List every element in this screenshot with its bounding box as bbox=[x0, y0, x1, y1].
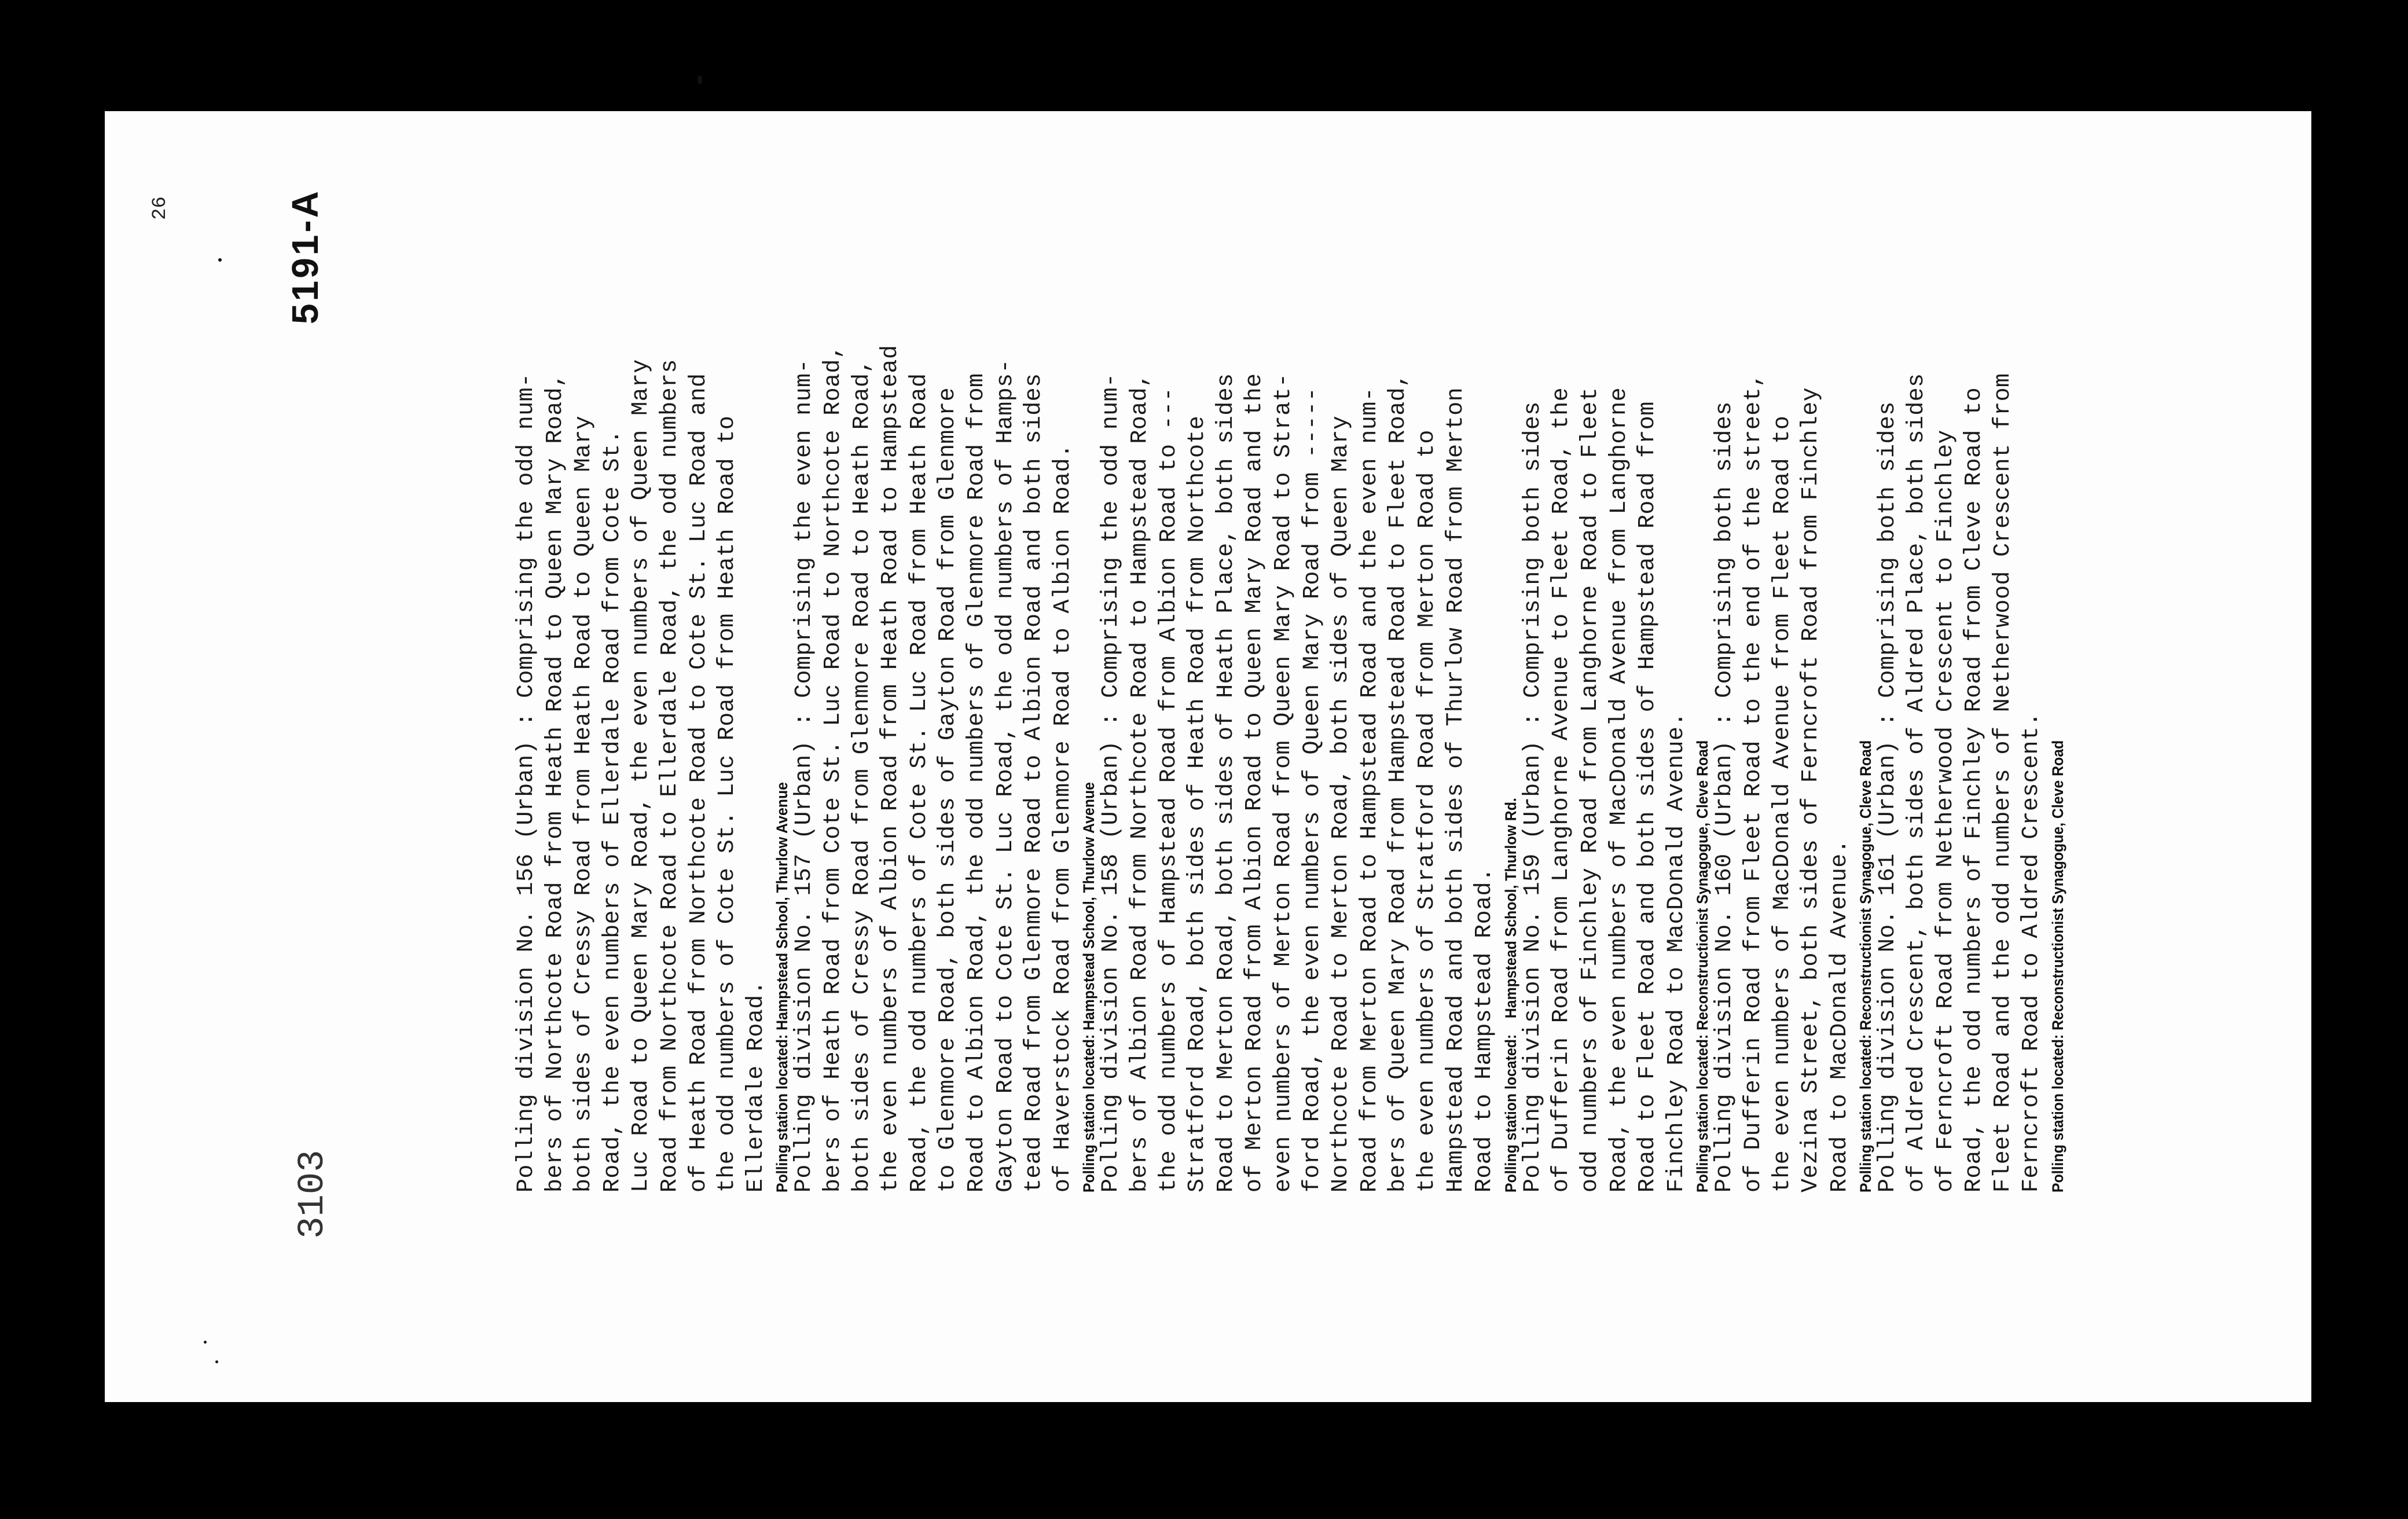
text-line: Fleet Road and the odd numbers of Netherwood Crescent from bbox=[1989, 373, 2016, 1193]
text-line: Ferncroft Road to Aldred Crescent. bbox=[2018, 712, 2045, 1193]
text-line: Road to Fleet Road and both sides of Hampstead Road from bbox=[1635, 401, 1661, 1193]
text-line: Road to Merton Road, both sides of Heath Place, both sides bbox=[1213, 373, 1239, 1193]
text-line: Polling division No. 160 (Urban) : Comprising both sides bbox=[1712, 401, 1738, 1193]
polling-station-line: Polling station located: Reconstructionist Synagogue, Cleve Road bbox=[2049, 740, 2066, 1193]
dust-speck bbox=[218, 258, 222, 262]
text-line: of Dufferin Road from Fleet Road to the end of the street, bbox=[1741, 373, 1767, 1193]
text-line: of Ferncroft Road from Netherwood Crescent to Finchley bbox=[1932, 430, 1959, 1193]
text-line: bers of Northcote Road from Heath Road to Queen Mary Road, bbox=[542, 373, 568, 1193]
text-line: tead Road from Glenmore Road to Albion Road and both sides bbox=[1021, 373, 1048, 1193]
text-line: bers of Albion Road from Northcote Road to Hampstead Road, bbox=[1127, 373, 1153, 1193]
polling-divisions-text bbox=[512, 208, 2066, 1193]
text-line: Road to MacDonald Avenue. bbox=[1826, 839, 1853, 1193]
text-line: Luc Road to Queen Mary Road, the even numbers of Queen Mary bbox=[628, 359, 655, 1193]
text-line: Hampstead Road and both sides of Thurlow Road from Merton bbox=[1442, 387, 1469, 1193]
text-line: ford Road, the even numbers of Queen Mary Road from ----- bbox=[1299, 387, 1326, 1193]
text-line: the odd numbers of Hampstead Road from Albion Road to --- bbox=[1155, 387, 1182, 1193]
text-line: Ellerdale Road. bbox=[743, 980, 769, 1193]
text-line: even numbers of Merton Road from Queen Mary Road to Strat- bbox=[1271, 373, 1297, 1193]
dust-speck bbox=[215, 1360, 218, 1363]
text-line: bers of Queen Mary Road from Hampstead Road to Fleet Road, bbox=[1385, 373, 1412, 1193]
text-line: Polling division No. 157 (Urban) : Comprising the even num- bbox=[791, 359, 818, 1193]
text-line: Road, the odd numbers of Cote St. Luc Road from Heath Road bbox=[906, 373, 933, 1193]
text-line: Road to Albion Road, the odd numbers of Glenmore Road from bbox=[964, 373, 990, 1193]
text-line: of Merton Road from Albion Road to Queen Mary Road and the bbox=[1242, 373, 1268, 1193]
text-line: both sides of Cressy Road from Heath Road to Queen Mary bbox=[571, 415, 597, 1193]
text-line: of Aldred Crescent, both sides of Aldred Place, both sides bbox=[1904, 373, 1930, 1193]
text-line: the even numbers of Stratford Road from Merton Road to bbox=[1414, 430, 1440, 1193]
text-line: Gayton Road to Cote St. Luc Road, the odd numbers of Hamps- bbox=[992, 359, 1019, 1193]
polling-station-line: Polling station located: Hampstead School, Thurlow Avenue bbox=[1080, 782, 1098, 1193]
text-line: Polling division No. 158 (Urban) : Comprising the odd num- bbox=[1098, 373, 1125, 1193]
dust-speck bbox=[698, 75, 702, 85]
text-line: the even numbers of Albion Road from Heath Road to Hampstead bbox=[878, 344, 904, 1193]
text-line: of Dufferin Road from Langhorne Avenue to Fleet Road, the bbox=[1548, 387, 1575, 1193]
polling-station-line: Polling station located: Reconstructionist Synagogue, Cleve Road bbox=[1857, 740, 1875, 1193]
page-number: 26 bbox=[149, 196, 171, 220]
document-number: 5191-A bbox=[284, 189, 326, 324]
text-line: Road from Northcote Road to Ellerdale Road, the odd numbers bbox=[657, 359, 683, 1193]
text-line: of Heath Road from Northcote Road to Cote St. Luc Road and bbox=[685, 373, 712, 1193]
polling-station-line: Polling station located: Hampstead School, Thurlow Rd. bbox=[1502, 798, 1519, 1193]
text-line: odd numbers of Finchley Road from Langhorne Road to Fleet bbox=[1577, 387, 1603, 1193]
text-line: bers of Heath Road from Cote St. Luc Road to Northcote Road, bbox=[820, 344, 846, 1193]
polling-station-line: Polling station located: Reconstructionist Synagogue, Cleve Road bbox=[1694, 740, 1712, 1193]
text-line: Stratford Road, both sides of Heath Road from Northcote bbox=[1184, 415, 1211, 1193]
text-line: Northcote Road to Merton Road, both sides of Queen Mary bbox=[1328, 415, 1355, 1193]
side-stamp: 3103 bbox=[292, 1150, 334, 1239]
dust-speck bbox=[204, 1341, 207, 1344]
text-line: of Haverstock Road from Glenmore Road to Albion Road. bbox=[1049, 443, 1076, 1193]
text-line: Polling division No. 159 (Urban) : Comprising both sides bbox=[1519, 401, 1546, 1193]
polling-station-line: Polling station located: Hampstead School, Thurlow Avenue bbox=[773, 782, 791, 1193]
text-line: Road, the odd numbers of Finchley Road from Cleve Road to bbox=[1961, 387, 1988, 1193]
text-line: to Glenmore Road, both sides of Gayton Road from Glenmore bbox=[935, 387, 961, 1193]
text-line: Road, the even numbers of Ellerdale Road from Cote St. bbox=[599, 430, 626, 1193]
text-line: Road from Merton Road to Hampstead Road and the even num- bbox=[1356, 387, 1383, 1193]
text-line: Road to Hampstead Road. bbox=[1471, 867, 1498, 1193]
text-line: Vezina Street, both sides of Ferncroft Road from Finchley bbox=[1798, 387, 1825, 1193]
text-line: Road, the even numbers of MacDonald Avenue from Langhorne bbox=[1606, 387, 1632, 1193]
text-line: Polling division No. 161 (Urban) : Comprising both sides bbox=[1875, 401, 1902, 1193]
text-line: the odd numbers of Cote St. Luc Road from Heath Road to bbox=[714, 415, 741, 1193]
text-line: the even numbers of MacDonald Avenue from Fleet Road to bbox=[1769, 415, 1796, 1193]
text-line: Polling division No. 156 (Urban) : Comprising the odd num- bbox=[513, 373, 539, 1193]
text-line: Finchley Road to MacDonald Avenue. bbox=[1663, 712, 1690, 1193]
text-line: both sides of Cressy Road from Glenmore Road to Heath Road, bbox=[849, 359, 875, 1193]
